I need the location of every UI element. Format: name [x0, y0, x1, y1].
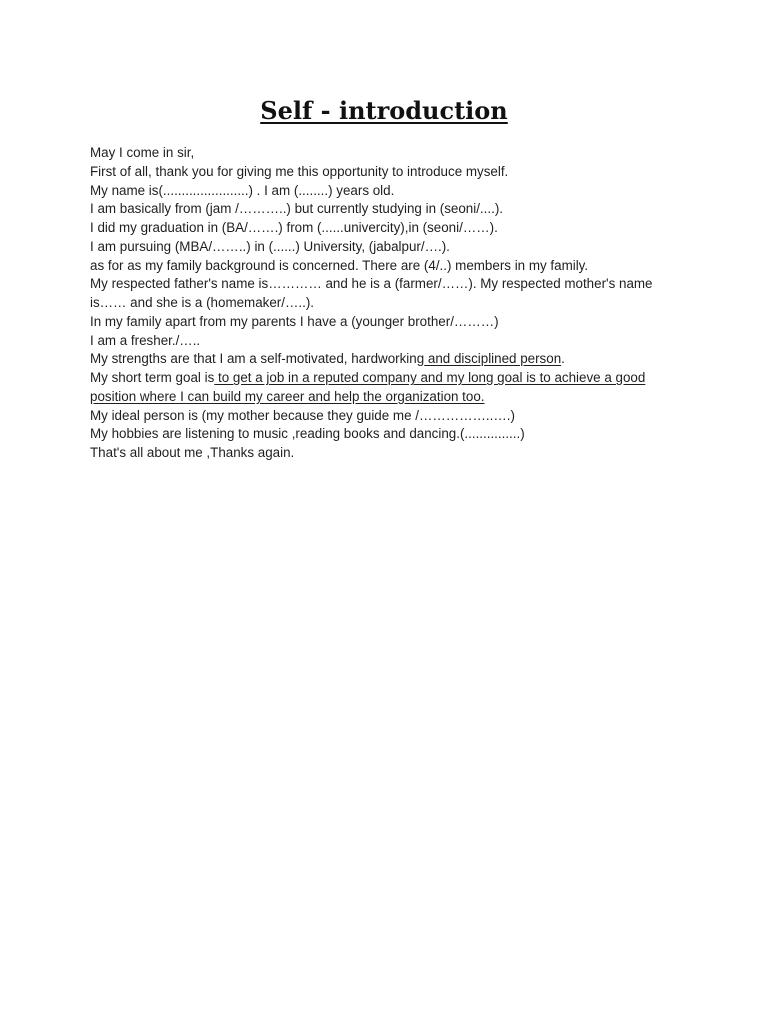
strengths-text: My strengths are that I am a self-motivated, hardworking [90, 351, 425, 367]
text-line-fresher: I am a fresher./….. [90, 332, 201, 348]
text-line-goal-continued: position where I can build my career and help the organization too. [90, 388, 485, 404]
text-line-pursuing: I am pursuing (MBA/……..) in (......) University, (jabalpur/….). [90, 238, 450, 254]
text-line-family: as for as my family background is concerned. There are (4/..) members in my family. [90, 257, 589, 273]
text-line-siblings: In my family apart from my parents I have a (younger brother/………) [90, 313, 499, 329]
strengths-period: . [561, 351, 565, 367]
text-line-hobbies: My hobbies are listening to music ,reading books and dancing.(...............) [90, 426, 525, 442]
text-line-graduation: I did my graduation in (BA/…….) from (......univercity),in (seoni/……). [90, 220, 498, 235]
text-line-name: My name is(.......................) . I am (........) years old. [90, 182, 395, 198]
text-line-father: My respected father's name is………… and he is a (farmer/……). My respected mother's name [90, 276, 653, 292]
text-line-ideal: My ideal person is (my mother because they guide me /……………..….) [90, 407, 515, 423]
goal-text: My short term goal is [90, 370, 215, 385]
document-title: Self - introduction [260, 96, 508, 125]
text-line-closing: That's all about me ,Thanks again. [90, 445, 295, 460]
goal-underlined-text: to get a job in a reputed company and my long goal is to achieve a good [214, 370, 646, 385]
text-line-thanks: First of all, thank you for giving me this opportunity to introduce myself. [90, 163, 509, 179]
strengths-underlined-text: and disciplined person [424, 351, 562, 367]
document-body [90, 144, 690, 463]
text-line-goal [90, 369, 690, 388]
text-line-greeting: May I come in sir, [90, 145, 195, 160]
text-line-origin: I am basically from (jam /………..) but currently studying in (seoni/....). [90, 201, 503, 217]
text-line-mother: is…… and she is a (homemaker/…..). [90, 295, 314, 310]
text-line-strengths [90, 350, 690, 369]
